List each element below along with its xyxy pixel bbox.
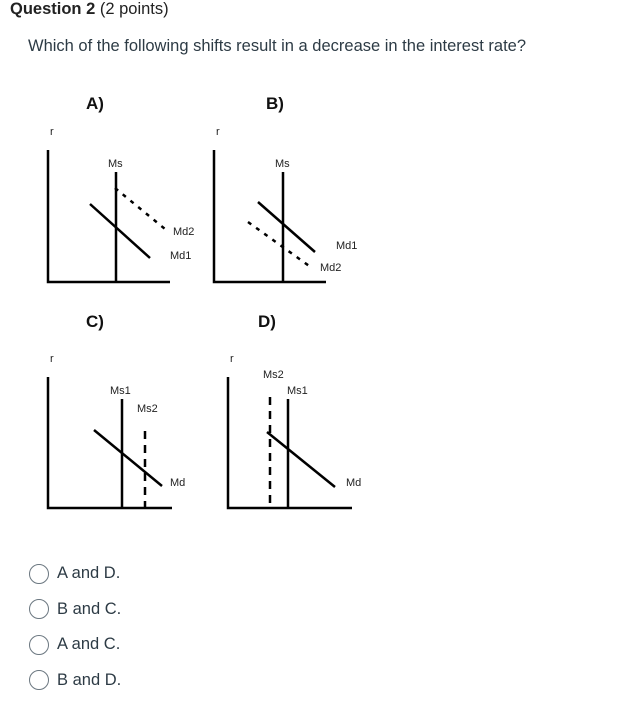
radio-button[interactable]: [29, 635, 49, 655]
choice-label: B and C.: [57, 599, 122, 618]
panel-a-letter: A): [86, 94, 104, 113]
panel-a-supply-label: Ms: [108, 158, 123, 170]
radio-button[interactable]: [29, 670, 49, 690]
panel-c-letter: C): [86, 312, 104, 331]
choice-1[interactable]: [29, 556, 121, 592]
choice-4[interactable]: [29, 663, 121, 699]
choice-label: A and C.: [57, 635, 121, 654]
panel-c-demand-line: [94, 430, 162, 486]
panel-c-demand-label: Md: [170, 477, 186, 489]
panel-b-demand-old-line: [258, 202, 315, 252]
panel-a-demand-old-line: [90, 204, 150, 258]
choice-3[interactable]: [29, 627, 121, 663]
panel-a: [48, 94, 194, 282]
panel-c: [48, 312, 185, 508]
panel-b-supply-label: Ms: [275, 158, 290, 170]
panel-d-supply-new-label: Ms2: [263, 369, 284, 381]
panel-d-demand-line: [267, 432, 335, 487]
answer-choices: [29, 556, 121, 698]
panel-a-demand-old-label: Md1: [170, 250, 192, 262]
question-points: (2 points): [99, 0, 169, 18]
radio-button[interactable]: [29, 599, 49, 619]
panel-b-letter: B): [266, 94, 284, 113]
panel-c-axis-label: r: [50, 353, 54, 365]
panel-d-letter: D): [258, 312, 276, 331]
panel-b: [214, 94, 357, 282]
panel-b-demand-old-label: Md1: [336, 240, 358, 252]
panel-a-demand-new-line: [115, 188, 165, 229]
radio-button[interactable]: [29, 564, 49, 584]
panel-d: [228, 312, 361, 508]
panel-c-supply-old-label: Ms1: [110, 385, 131, 397]
panel-d-demand-label: Md: [346, 477, 362, 489]
choice-label: A and D.: [57, 564, 121, 583]
panel-b-axes: [214, 150, 326, 282]
panel-b-demand-new-line: [248, 222, 312, 268]
choice-label: B and D.: [57, 670, 122, 689]
panel-d-supply-old-label: Ms1: [287, 385, 308, 397]
panel-a-axis-label: r: [50, 126, 54, 138]
panel-d-axis-label: r: [230, 353, 234, 365]
choice-2[interactable]: [29, 592, 121, 628]
question-number: Question 2: [10, 0, 96, 18]
panel-a-demand-new-label: Md2: [173, 226, 195, 238]
panel-b-axis-label: r: [216, 126, 220, 138]
question-prompt: Which of the following shifts result in a decrease in the interest rate?: [28, 37, 527, 55]
panel-c-supply-new-label: Ms2: [137, 403, 158, 415]
panel-b-demand-new-label: Md2: [320, 262, 342, 274]
